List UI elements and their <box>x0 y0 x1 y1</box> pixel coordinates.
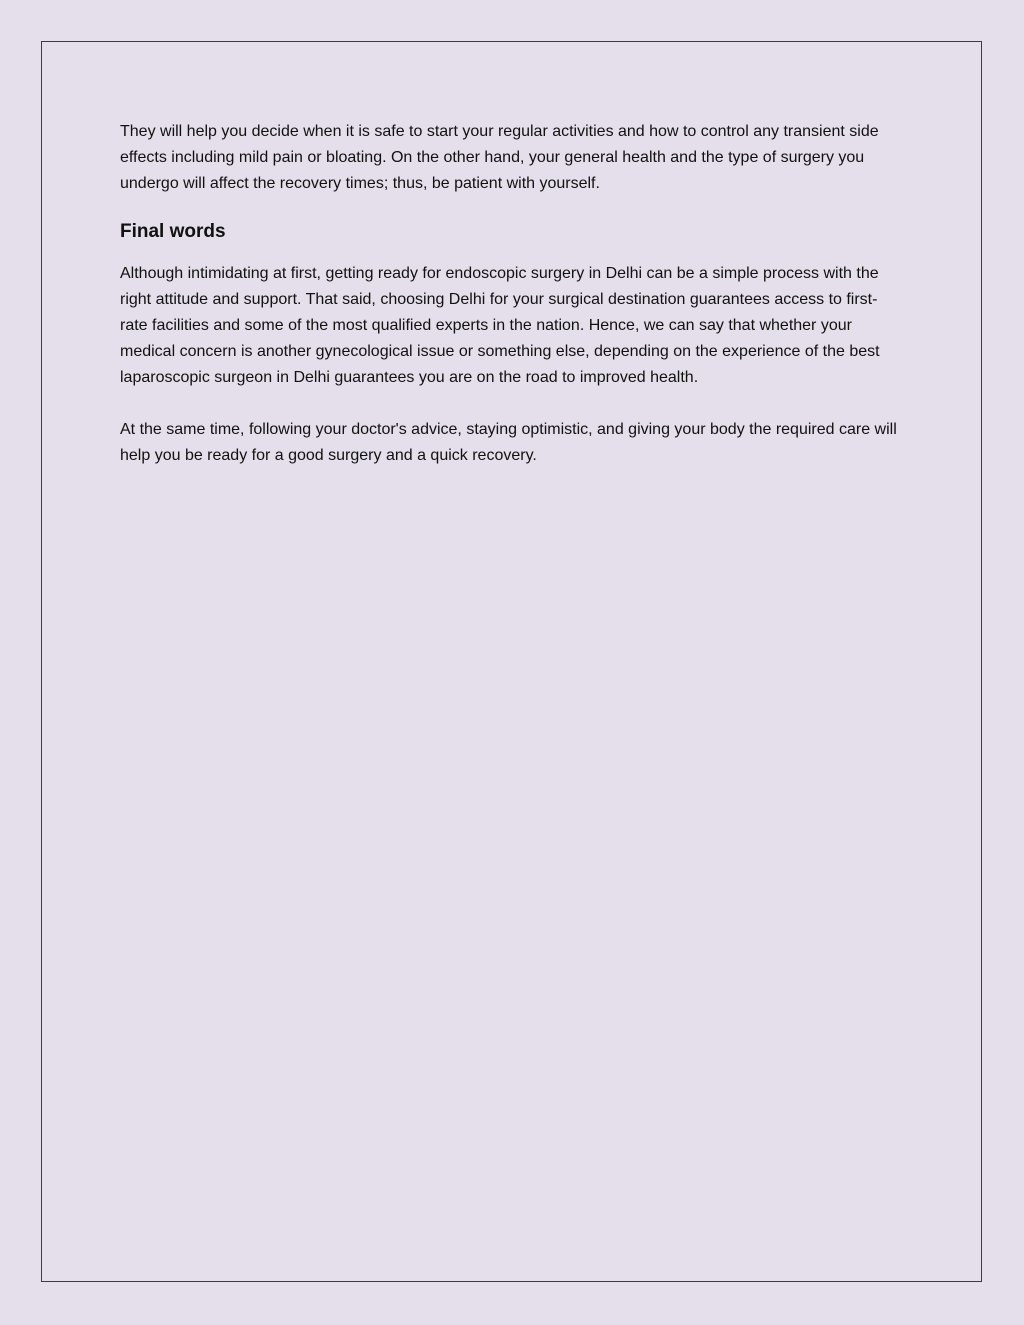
paragraph-spacer <box>120 391 905 417</box>
section-heading: Final words <box>120 221 226 242</box>
body-paragraph-1: Although intimidating at first, getting ready for endoscopic surgery in Delhi can be a simple process with the right attitude and support. That said, choosing Delhi for your surgical destination guarantees access to first-rate facilities and some of the most qualified experts in the nation. Hence, we can say that whether your medical concern is another gynecological issue or something else, depending on the experience of the best laparoscopic surgeon in Delhi guarantees you are on the road to improved health. <box>120 265 880 386</box>
document-content <box>120 119 905 469</box>
body-paragraph-2: At the same time, following your doctor's advice, staying optimistic, and giving your body the required care will help you be ready for a good surgery and a quick recovery. <box>120 421 897 464</box>
intro-paragraph: They will help you decide when it is safe to start your regular activities and how to control any transient side effects including mild pain or bloating. On the other hand, your general health and the type of surgery you undergo will affect the recovery times; thus, be patient with yourself. <box>120 123 879 192</box>
